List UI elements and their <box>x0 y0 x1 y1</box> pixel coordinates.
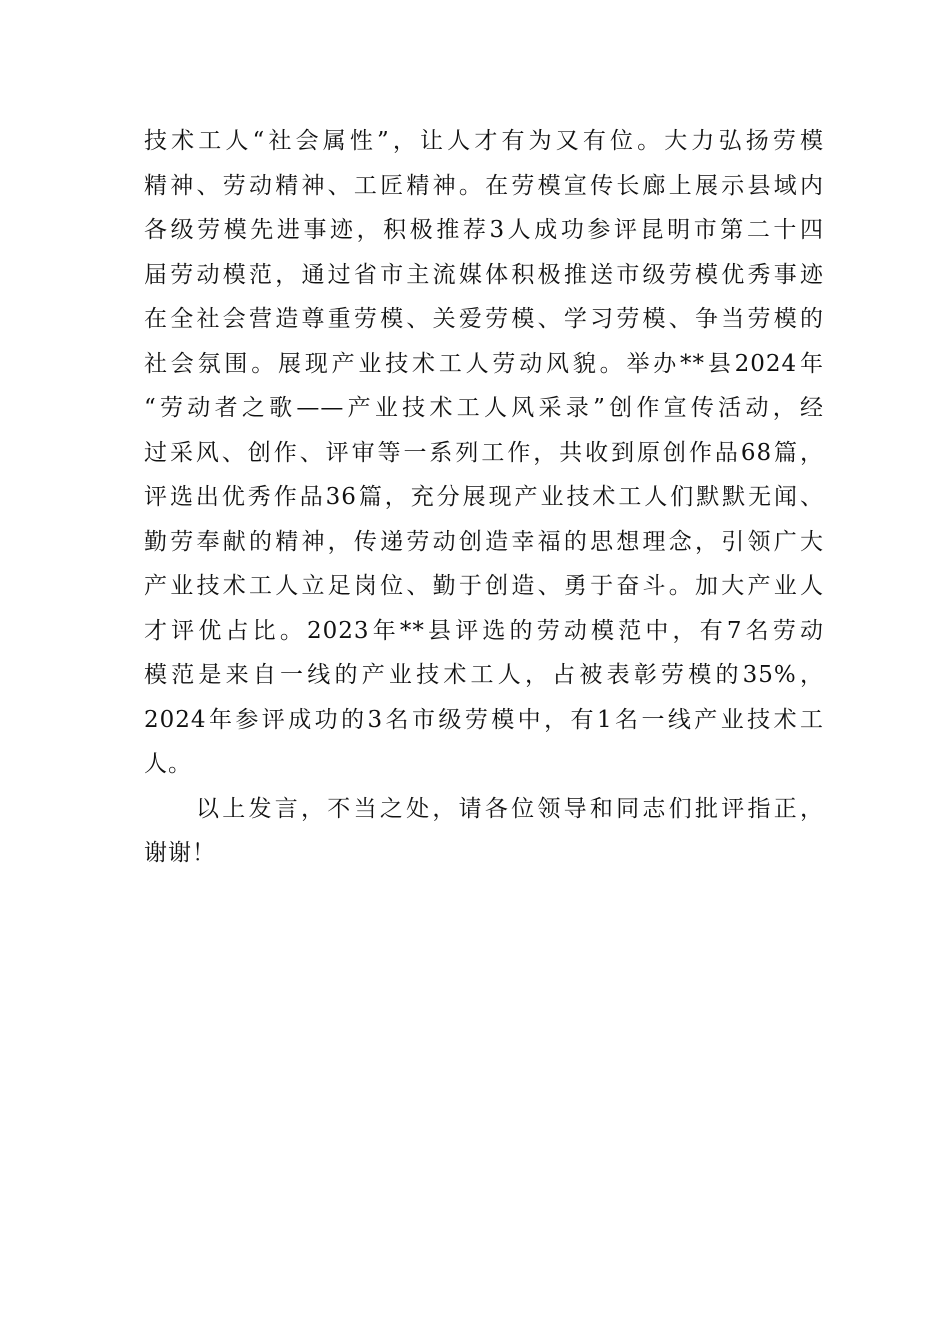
text-line: 模范是来自一线的产业技术工人，占被表彰劳模的35%， <box>144 662 824 688</box>
text-line: “劳动者之歌——产业技术工人风采录”创作宣传活动，经 <box>144 395 824 421</box>
text-line: 各级劳模先进事迹，积极推荐3人成功参评昆明市第二十四 <box>144 217 824 243</box>
text-line: 在全社会营造尊重劳模、关爱劳模、学习劳模、争当劳模的 <box>144 306 824 332</box>
text-line: 以上发言，不当之处，请各位领导和同志们批评指正， <box>196 795 824 822</box>
text-line: 评选出优秀作品36篇，充分展现产业技术工人们默默无闻、 <box>144 484 824 510</box>
text-line: 人。 <box>144 751 192 777</box>
text-line: 2024年参评成功的3名市级劳模中，有1名一线产业技术工 <box>144 706 824 733</box>
paragraph-labor-models <box>144 119 824 787</box>
text-line: 才评优占比。2023年**县评选的劳动模范中，有7名劳动 <box>144 617 824 644</box>
text-line: 精神、劳动精神、工匠精神。在劳模宣传长廊上展示县域内 <box>144 172 824 199</box>
text-line: 过采风、创作、评审等一系列工作，共收到原创作品68篇， <box>144 439 824 466</box>
text-line: 勤劳奉献的精神，传递劳动创造幸福的思想理念，引领广大 <box>144 528 824 555</box>
text-line: 谢谢！ <box>144 840 216 866</box>
document-body <box>144 119 824 876</box>
text-line: 届劳动模范，通过省市主流媒体积极推送市级劳模优秀事迹 <box>144 261 824 288</box>
text-line: 社会氛围。展现产业技术工人劳动风貌。举办**县2024年 <box>144 350 824 377</box>
paragraph-closing-remarks <box>144 787 824 876</box>
text-line: 产业技术工人立足岗位、勤于创造、勇于奋斗。加大产业人 <box>144 573 824 599</box>
text-line: 技术工人“社会属性”，让人才有为又有位。大力弘扬劳模 <box>144 128 824 154</box>
